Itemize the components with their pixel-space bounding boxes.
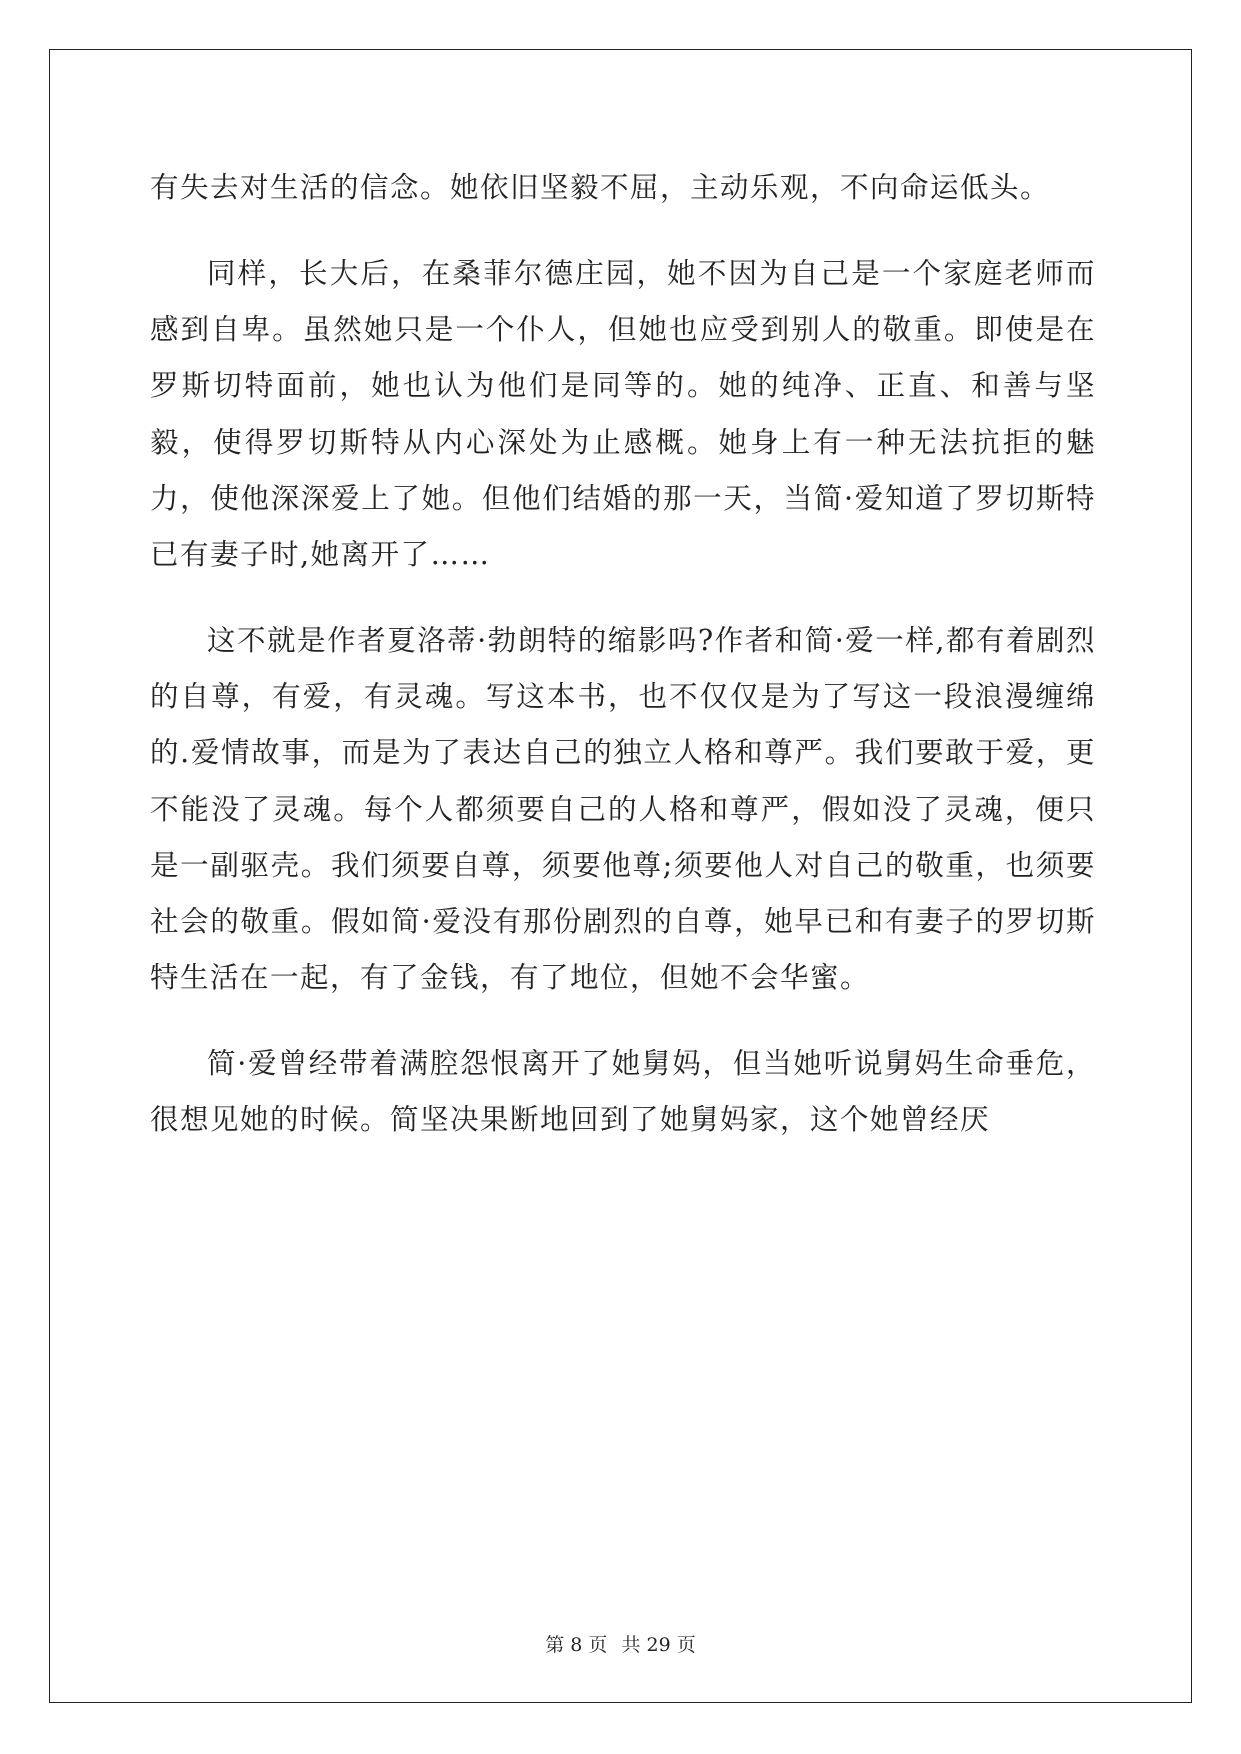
total-pages: 共 29 页 (621, 1634, 696, 1656)
paragraph: 同样，长大后，在桑菲尔德庄园，她不因为自己是一个家庭老师而感到自卑。虽然她只是一个仆人，但她也应受到别人的敬重。即使是在罗斯切特面前，她也认为他们是同等的。她的纯净、正直、和善与坚毅，使得罗切斯特从内心深处为止感概。她身上有一种无法抗拒的魅力，使他深深爱上了她。但他们结婚的那一天，当简·爱知道了罗切斯特已有妻子时,她离开了…… (150, 257, 1096, 572)
page-footer (0, 1630, 1241, 1657)
paragraph: 简·爱曾经带着满腔怨恨离开了她舅妈，但当她听说舅妈生命垂危，很想见她的时候。简坚决果断地回到了她舅妈家，这个她曾经厌 (150, 1047, 1096, 1137)
paragraph-continuation: 有失去对生活的信念。她依旧坚毅不屈，主动乐观，不向命运低头。 (150, 171, 1051, 204)
document-body (150, 160, 1096, 1178)
paragraph: 这不就是作者夏洛蒂·勃朗特的缩影吗?作者和简·爱一样,都有着剧烈的自尊，有爱，有灵魂。写这本书，也不仅仅是为了写这一段浪漫缠绵的.爱情故事，而是为了表达自己的独立人格和尊严。我们要敢于爱，更不能没了灵魂。每个人都须要自己的人格和尊严，假如没了灵魂，便只是一副驱壳。我们须要自尊，须要他尊;须要他人对自己的敬重，也须要社会的敬重。假如简·爱没有那份剧烈的自尊，她早已和有妻子的罗切斯特生活在一起，有了金钱，有了地位，但她不会华蜜。 (150, 624, 1096, 995)
page-number: 第 8 页 (545, 1634, 608, 1656)
